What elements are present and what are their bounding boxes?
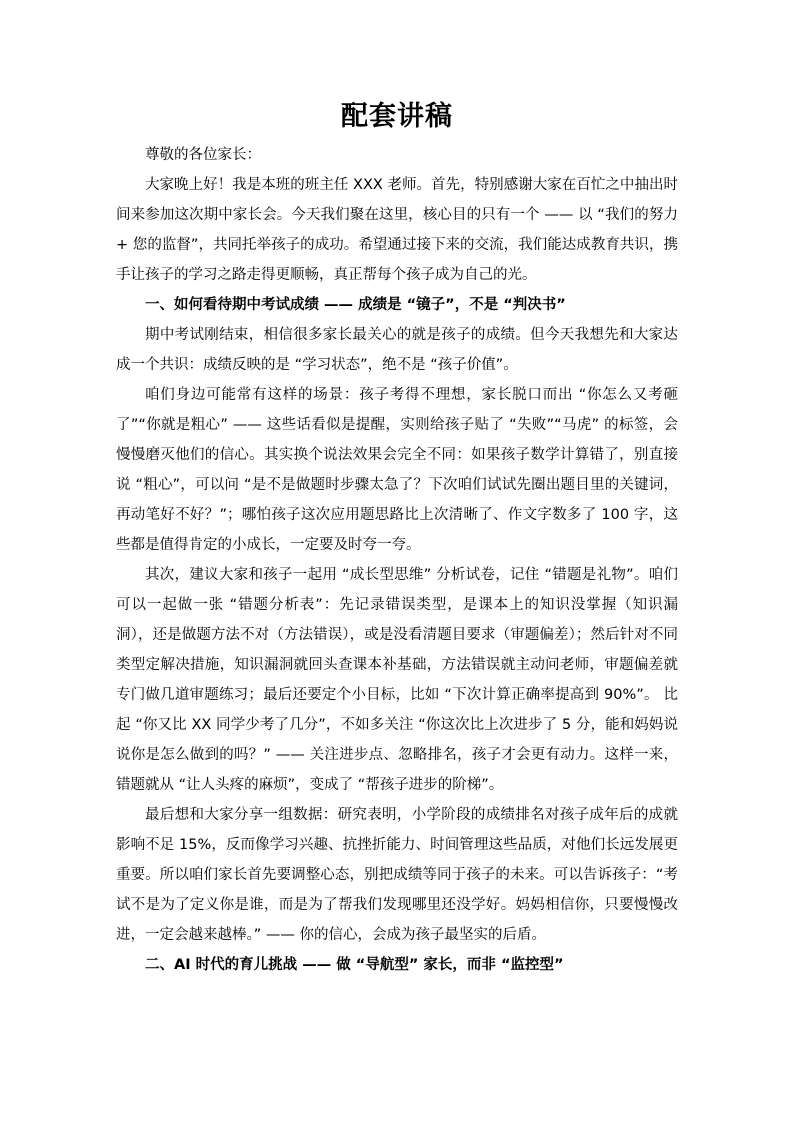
body-paragraph: 最后想和大家分享一组数据：研究表明，小学阶段的成绩排名对孩子成年后的成就影响不足 15%，反而像学习兴趣、抗挫折能力、时间管理这些品质，对他们长远发展更重要。所以咱们家长首先要调整心态，别把成绩等同于孩子的未来。可以告诉孩子：“考试不是为了定义你是谁，而是为了帮我们发现哪里还没学好。妈妈相信你，只要慢慢改进，一定会越来越棒。” —— 你的信心，会成为孩子最坚实的后盾。 [116,807,678,943]
body-paragraph: 大家晚上好！我是本班的班主任 XXX 老师。首先，特别感谢大家在百忙之中抽出时间来参加这次期中家长会。今天我们聚在这里，核心目的只有一个 —— 以 “我们的努力 + 您的监督”，共同托举孩子的成功。希望通过接下来的交流，我们能达成教育共识，携手让孩子的学习之路走得更顺畅，真正帮每个孩子成为自己的光。 [116,177,678,283]
body-paragraph: 期中考试刚结束，相信很多家长最关心的就是孩子的成绩。但今天我想先和大家达成一个共识：成绩反映的是 “学习状态”，绝不是 “孩子价值”。 [116,327,678,373]
salutation-paragraph: 尊敬的各位家长： [145,147,261,163]
document-body [116,140,678,980]
section-heading: 一、如何看待期中考试成绩 —— 成绩是 “镜子”，不是 “判决书” [145,297,566,313]
body-paragraph: 咱们身边可能常有这样的场景：孩子考得不理想，家长脱口而出 “你怎么又考砸了”“你就是粗心” —— 这些话看似是提醒，实则给孩子贴了 “失败”“马虎” 的标签，会慢慢磨灭他们的信心。其实换个说法效果会完全不同：如果孩子数学计算错了，别直接说 “粗心”，可以问 “是不是做题时步骤太急了？下次咱们试试先圈出题目里的关键词，再动笔好不好？”；哪怕孩子这次应用题思路比上次清晰了、作文字数多了 100 字，这些都是值得肯定的小成长，一定要及时夸一夸。 [116,387,678,553]
section-heading: 二、AI 时代的育儿挑战 —— 做 “导航型” 家长，而非 “监控型” [145,957,564,973]
page-title: 配套讲稿 [341,101,453,132]
body-paragraph: 其次，建议大家和孩子一起用 “成长型思维” 分析试卷，记住 “错题是礼物”。咱们可以一起做一张 “错题分析表”：先记录错误类型，是课本上的知识没掌握（知识漏洞），还是做题方法不对（方法错误），或是没看清题目要求（审题偏差）；然后针对不同类型定解决措施，知识漏洞就回头查课本补基础，方法错误就主动问老师，审题偏差就专门做几道审题练习；最后还要定个小目标，比如 “下次计算正确率提高到 90%”。 比起 “你又比 XX 同学少考了几分”，不如多关注 “你这次比上次进步了 5 分，能和妈妈说说你是怎么做到的吗？” —— 关注进步点、忽略排名，孩子才会更有动力。这样一来，错题就从 “让人头疼的麻烦”，变成了 “帮孩子进步的阶梯”。 [116,567,678,793]
